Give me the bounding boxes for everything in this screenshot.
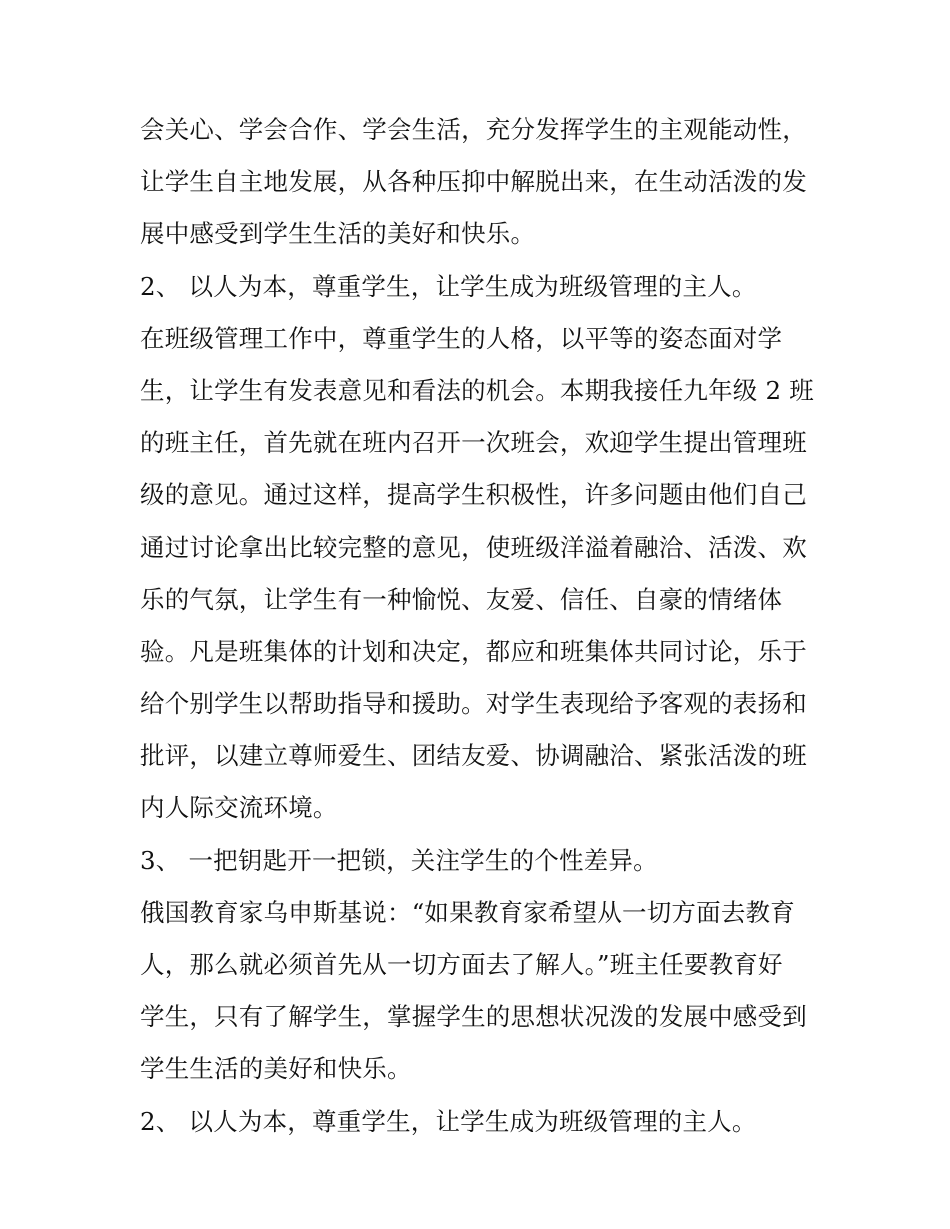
text-line: 会关心、学会合作、学会生活，充分发挥学生的主观能动性， (140, 115, 807, 144)
document-text (140, 104, 820, 1148)
text-line: 让学生自主地发展，从各种压抑中解脱出来，在生动活泼的发 (140, 167, 807, 197)
text-line: 俄国教育家乌申斯基说：“如果教育家希望从一切方面去教育 (140, 897, 795, 927)
section-heading: 3、 一把钥匙开一把锁，关注学生的个性差异。 (140, 845, 658, 875)
text-line: 生，让学生有发表意见和看法的机会。本期我接任九年级 2 班 (140, 375, 814, 405)
text-line: 通过讨论拿出比较完整的意见，使班级洋溢着融洽、活泼、欢 (140, 532, 807, 562)
section-heading: 2、 以人为本，尊重学生，让学生成为班级管理的主人。 (140, 1106, 757, 1136)
text-line: 批评，以建立尊师爱生、团结友爱、协调融洽、紧张活泼的班 (140, 741, 807, 771)
text-line: 内人际交流环境。 (140, 793, 338, 823)
text-line: 乐的气氛，让学生有一种愉悦、友爱、信任、自豪的情绪体 (140, 584, 783, 614)
section-heading: 2、 以人为本，尊重学生，让学生成为班级管理的主人。 (140, 271, 757, 301)
text-line: 验。凡是班集体的计划和决定，都应和班集体共同讨论，乐于 (140, 636, 807, 666)
text-line: 级的意见。通过这样，提高学生积极性，许多问题由他们自己 (140, 480, 807, 510)
text-line: 展中感受到学生生活的美好和快乐。 (140, 219, 536, 249)
text-line: 学生，只有了解学生，掌握学生的思想状况泼的发展中感受到 (140, 1002, 807, 1032)
text-line: 人，那么就必须首先从一切方面去了解人。”班主任要教育好 (140, 950, 783, 979)
text-line: 在班级管理工作中，尊重学生的人格，以平等的姿态面对学 (140, 323, 783, 353)
text-line: 的班主任，首先就在班内召开一次班会，欢迎学生提出管理班 (140, 428, 807, 458)
text-line: 学生生活的美好和快乐。 (140, 1054, 412, 1084)
text-line: 给个别学生以帮助指导和援助。对学生表现给予客观的表扬和 (140, 689, 807, 719)
